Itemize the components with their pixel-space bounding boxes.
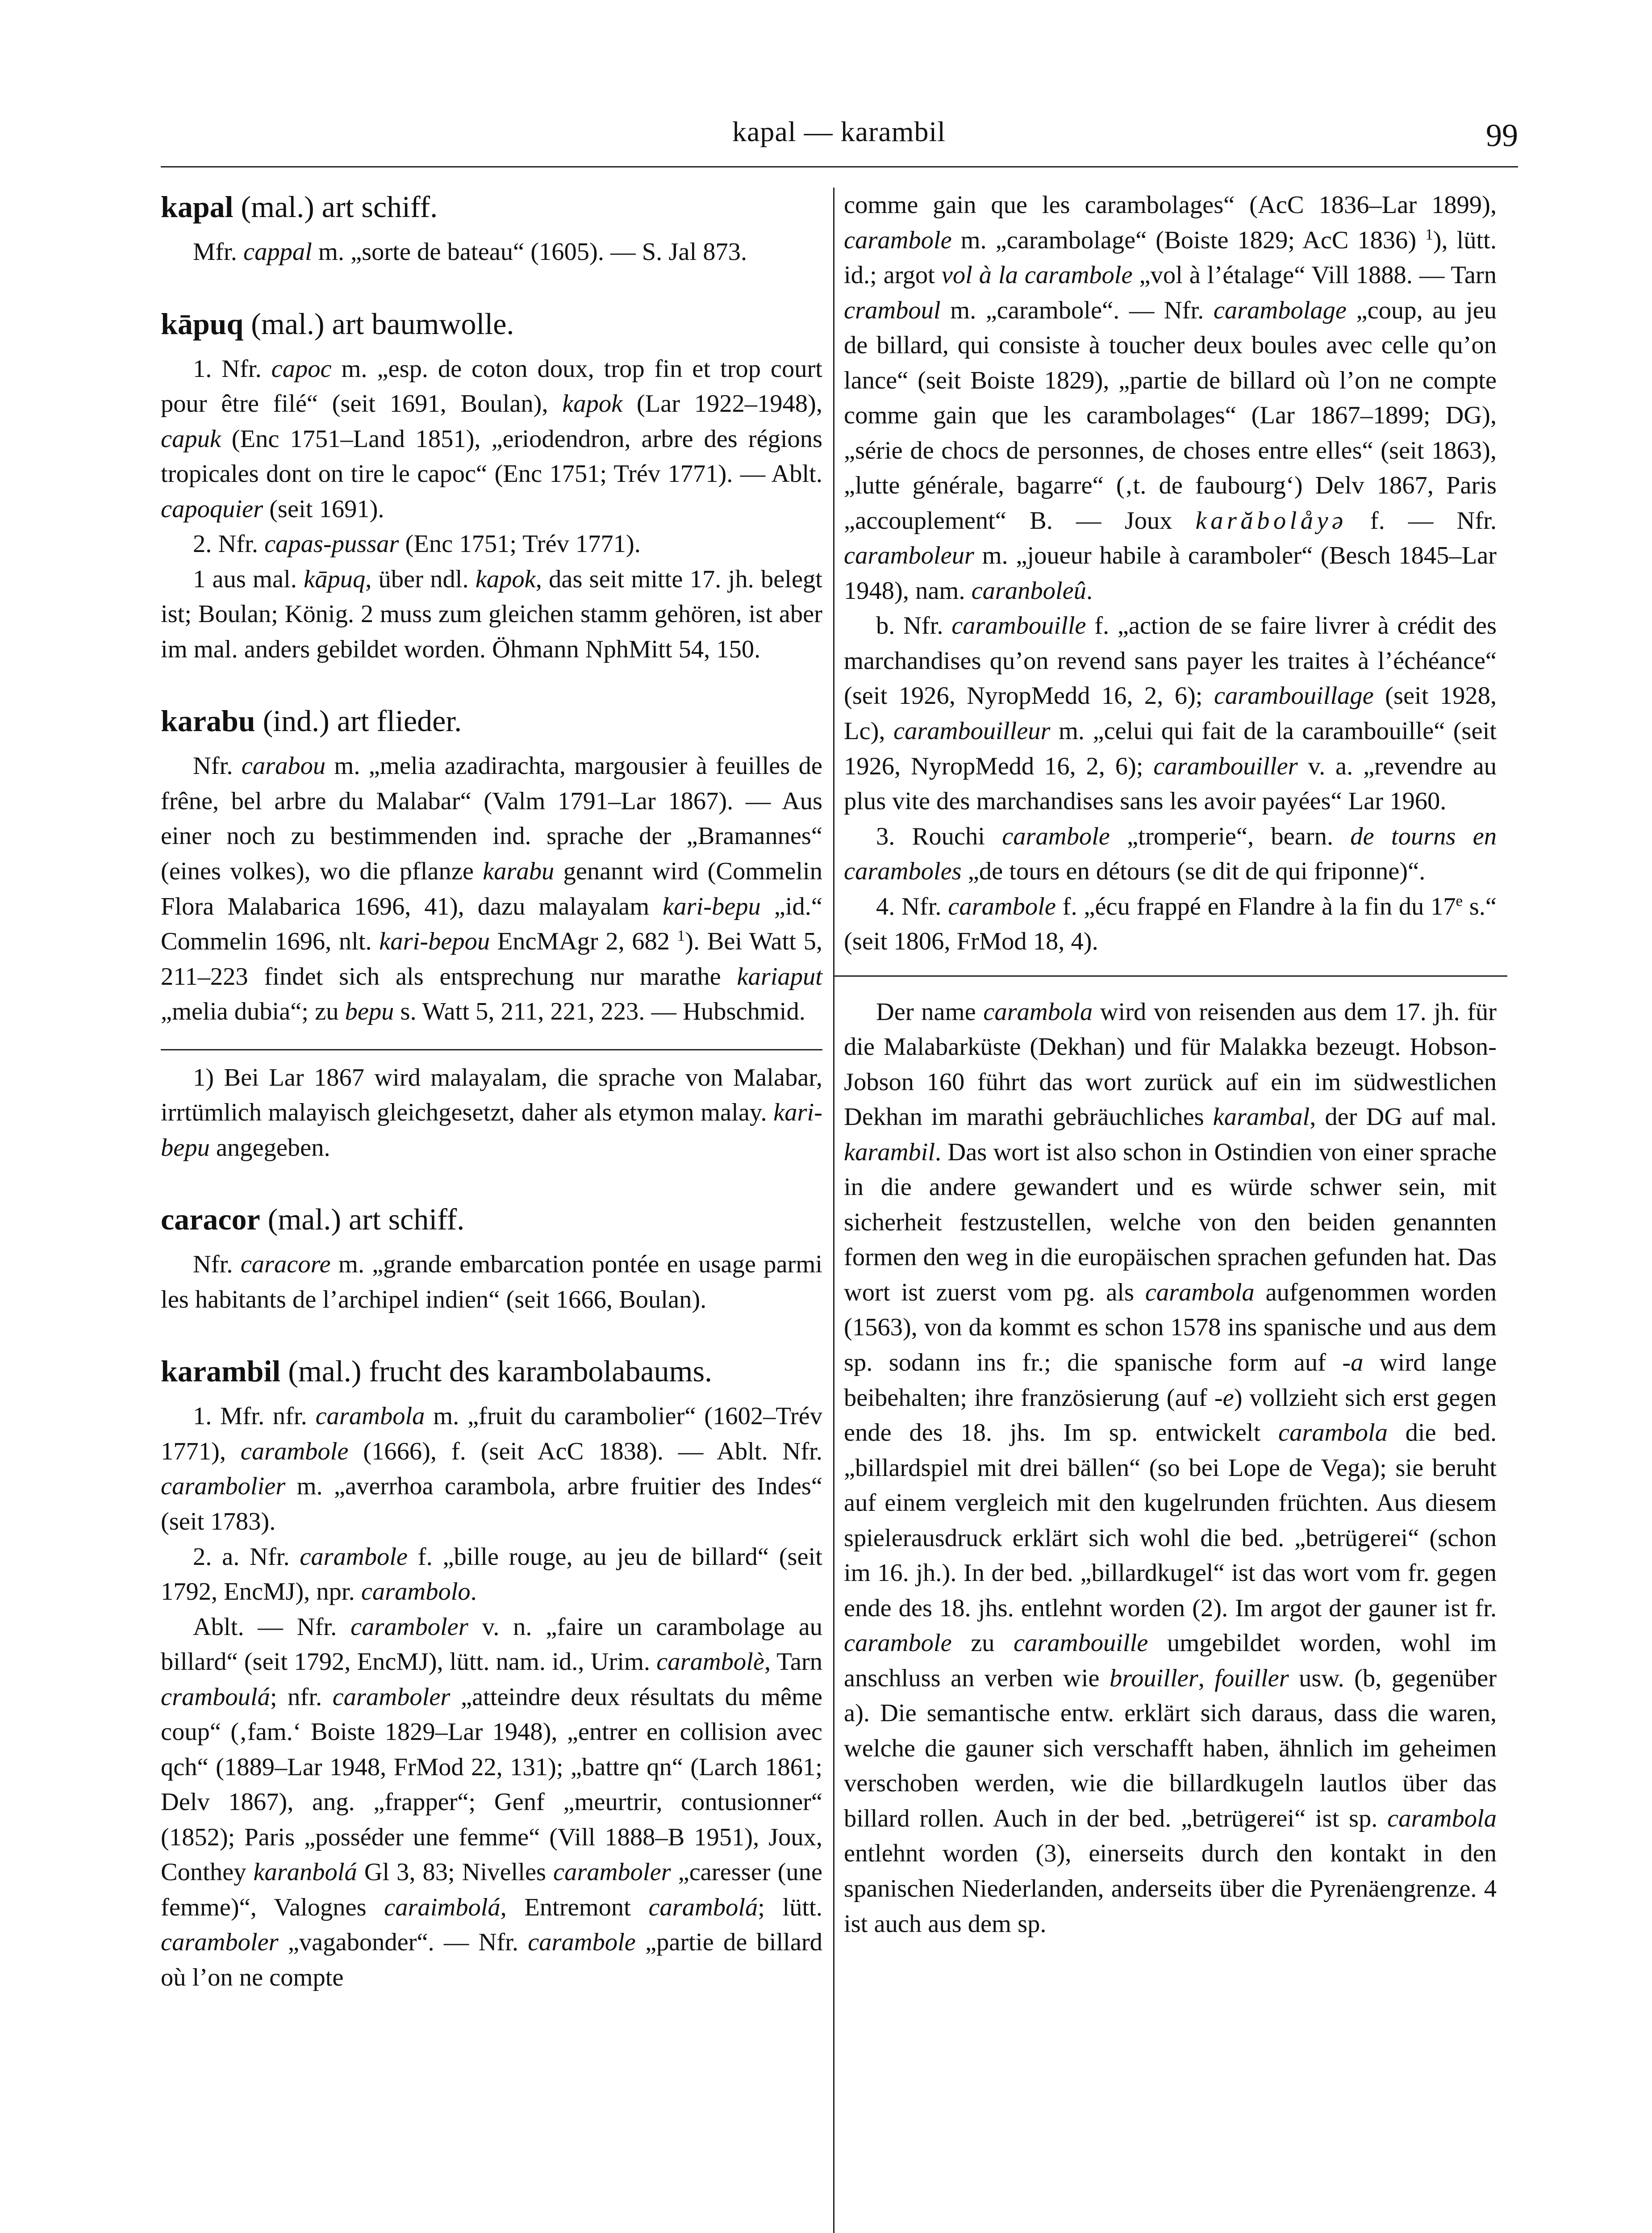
entry-paragraph: 2. a. Nfr. carambole f. „bille rouge, au jeu de billard“ (seit 1792, EncMJ), npr. carambolo. — [161, 1543, 822, 1606]
headword: kapal — [161, 190, 234, 224]
entry-paragraph: Mfr. cappal m. „sorte de bateau“ (1605). — S. Jal 873. — [193, 238, 747, 266]
page-number: 99 — [1486, 117, 1518, 153]
entry-caracor — [161, 1200, 822, 1317]
entry-karabu — [161, 702, 822, 1165]
entry-heading — [161, 188, 822, 226]
section-rule — [833, 975, 1507, 977]
entry-kapuq — [161, 305, 822, 667]
gloss: (mal.) frucht des karambolabaums. — [280, 1354, 713, 1388]
entry-paragraph: 3. Rouchi carambole „tromperie“, bearn. de tourns en caramboles „de tours en détours (se dit de qui friponne)“. — [844, 822, 1497, 886]
header-rule — [161, 166, 1518, 167]
headword: kāpuq — [161, 306, 244, 341]
left-column — [161, 188, 822, 1995]
gloss: (mal.) art baumwolle. — [243, 306, 514, 341]
entry-paragraph: Nfr. caracore m. „grande embarcation pontée en usage parmi les habitants de l’archipel indien“ (seit 1666, Boulan). — [161, 1250, 822, 1313]
entry-paragraph: 1 aus mal. kāpuq, über ndl. kapok, das seit mitte 17. jh. belegt ist; Boulan; König. 2 muss zum gleichen stamm gehören, ist aber im mal. anders gebildet worden. Öhmann NphMitt 54, 150. — [161, 565, 823, 663]
entry-paragraph: 2. Nfr. capas-pussar (Enc 1751; Trév 1771). — [193, 530, 641, 558]
entry-paragraph: Nfr. carabou m. „melia azadirachta, margousier à feuilles de frêne, bel arbre du Malabar“ (Valm 1791–Lar 1867). — Aus einer noch zu bestimmenden ind. sprache der „Bramannes“ (eines volkes), wo die pflanze karabu genannt wird (Commelin Flora Malabarica 1696, 41), dazu malayalam kari-bepu „id.“ Commelin 1696, nlt. kari-bepou EncMAgr 2, 682 $^1$). Bei Watt 5, 211–223 findet sich als entsprechung nur marathe kariaput „melia dubia“; zu bepu s. Watt 5, 211, 221, 223. — Hubschmid. — [161, 752, 823, 1026]
entry-paragraph: 1. Nfr. capoc m. „esp. de coton doux, trop fin et trop court pour être filé“ (seit 1691, Boulan), kapok (Lar 1922–1948), capuk (Enc 1751–Land 1851), „eriodendron, arbre des régions tropicales dont on tire le capoc“ (Enc 1751; Trév 1771). — Ablt. capoquier (seit 1691). — [161, 355, 822, 523]
entry-paragraph-continued: comme gain que les carambolages“ (AcC 1836–Lar 1899), carambole m. „carambolage“ (Boiste 1829; AcC 1836) $^1$), lütt. id.; argot vol à la carambole „vol à l’étalage“ Vill 1888. — Tarn cramboul m. „carambole“. — Nfr. carambolage „coup, au jeu de billard, qui consiste à toucher deux boules avec celle qu’on lance“ (seit Boiste 1829), „partie de billard où l’on ne compte comme gain que les carambolages“ (Lar 1867–1899; DG), „série de chocs de personnes, de choses entre elles“ (seit 1863), „lutte générale, bagarre“ (‚t. de faubourg‘) Delv 1867, Paris „accouplement“ B. — Joux karăbolåyə f. — Nfr. caramboleur m. „joueur habile à caramboler“ (Besch 1845–Lar 1948), nam. caranboleû. — [844, 191, 1497, 605]
entry-heading — [161, 1200, 822, 1239]
etymology-discussion: Der name carambola wird von reisenden aus dem 17. jh. für die Malabarküste (Dekhan) und für Malakka bezeugt. Hobson-Jobson 160 führt das wort zurück auf ein im südwestlichen Dekhan im marathi gebräuchliches karambal, der DG auf mal. karambil. Das wort ist also schon in Ostindien von einer sprache in die andere gewandert und es würde schwer sein, mit sicherheit festzustellen, welche von den beiden genannten formen den weg in die europäischen sprachen gefunden hat. Das wort ist zuerst vom pg. als carambola aufgenommen worden (1563), von da kommt es schon 1578 ins spanische und aus dem sp. sodann ins fr.; die spanische form auf -a wird lange beibehalten; ihre französierung (auf -e) vollzieht sich erst gegen ende des 18. jhs. Im sp. entwickelt carambola die bed. „billardspiel mit drei bällen“ (so bei Lope de Vega); sie beruht auf einem vergleich mit den kugelrunden früchten. Aus diesem spielerausdruck erklärt sich wohl die bed. „betrügerei“ (schon im 16. jh.). In der bed. „billardkugel“ ist das wort vom fr. gegen ende des 18. jhs. entlehnt worden (2). Im argot der gauner ist fr. carambole zu carambouille umgebildet worden, wohl im anschluss an verben wie brouiller, fouiller usw. (b, gegenüber a). Die semantische entw. erklärt sich daraus, dass die waren, welche die gauner sich verschafft haben, ähnlich im geheimen verschoben werden, wie die billardkugeln lautlos über das billard rollen. Auch in der bed. „betrügerei“ ist sp. carambola entlehnt worden (3), einerseits durch den kontakt in den spanischen Niederlanden, anderseits über die Pyrenäengrenze. 4 ist auch aus dem sp. — [844, 998, 1497, 1938]
gloss: (mal.) art schiff. — [260, 1202, 465, 1237]
gloss: (mal.) art schiff. — [233, 190, 438, 224]
footnote: 1) Bei Lar 1867 wird malayalam, die sprache von Malabar, irrtümlich malayisch gleichgesetzt, daher als etymon malay. kari-bepu angegeben. — [161, 1063, 822, 1162]
entry-paragraph: 4. Nfr. carambole f. „écu frappé en Flandre à la fin du 17e s.“ (seit 1806, FrMod 18, 4). — [844, 892, 1497, 956]
entry-karambil — [161, 1352, 822, 1995]
entry-paragraph: Ablt. — Nfr. caramboler v. n. „faire un carambolage au billard“ (seit 1792, EncMJ), lütt. nam. id., Urim. carambolè, Tarn cramboulá; nfr. caramboler „atteindre deux résultats du même coup“ (‚fam.‘ Boiste 1829–Lar 1948), „entrer en collision avec qch“ (1889–Lar 1948, FrMod 22, 131); „battre qn“ (Larch 1861; Delv 1867), ang. „frapper“; Genf „meurtrir, contusionner“ (1852); Paris „posséder une femme“ (Vill 1888–B 1951), Joux, Conthey karanbolá Gl 3, 83; Nivelles caramboler „caresser (une femme)“, Valognes caraimbolá, Entremont carambolá; lütt. caramboler „vagabonder“. — Nfr. carambole „partie de billard où l’on ne compte — [161, 1613, 823, 1991]
entry-heading — [161, 702, 822, 740]
headword: caracor — [161, 1202, 260, 1237]
right-column — [844, 188, 1497, 1941]
headword: karambil — [161, 1354, 281, 1388]
entry-paragraph: b. Nfr. carambouille f. „action de se faire livrer à crédit des marchandises qu’on revend sans payer les traites à l’échéance“ (seit 1926, NyropMedd 16, 2, 6); carambouillage (seit 1928, Lc), carambouilleur m. „celui qui fait de la carambouille“ (seit 1926, NyropMedd 16, 2, 6); carambouiller v. a. „revendre au plus vite des marchandises sans les avoir payées“ Lar 1960. — [844, 612, 1497, 815]
entry-kapal — [161, 188, 822, 270]
headword: karabu — [161, 704, 255, 738]
running-head: kapal — karambil — [732, 116, 946, 147]
entry-heading — [161, 305, 822, 343]
column-divider — [833, 188, 834, 2233]
footnote-rule — [161, 1049, 822, 1050]
gloss: (ind.) art flieder. — [255, 704, 462, 738]
entry-heading — [161, 1352, 822, 1391]
entry-paragraph: 1. Mfr. nfr. carambola m. „fruit du carambolier“ (1602–Trév 1771), carambole (1666), f. (seit AcC 1838). — Ablt. Nfr. carambolier m. „averrhoa carambola, arbre fruitier des Indes“ (seit 1783). — [161, 1402, 822, 1535]
